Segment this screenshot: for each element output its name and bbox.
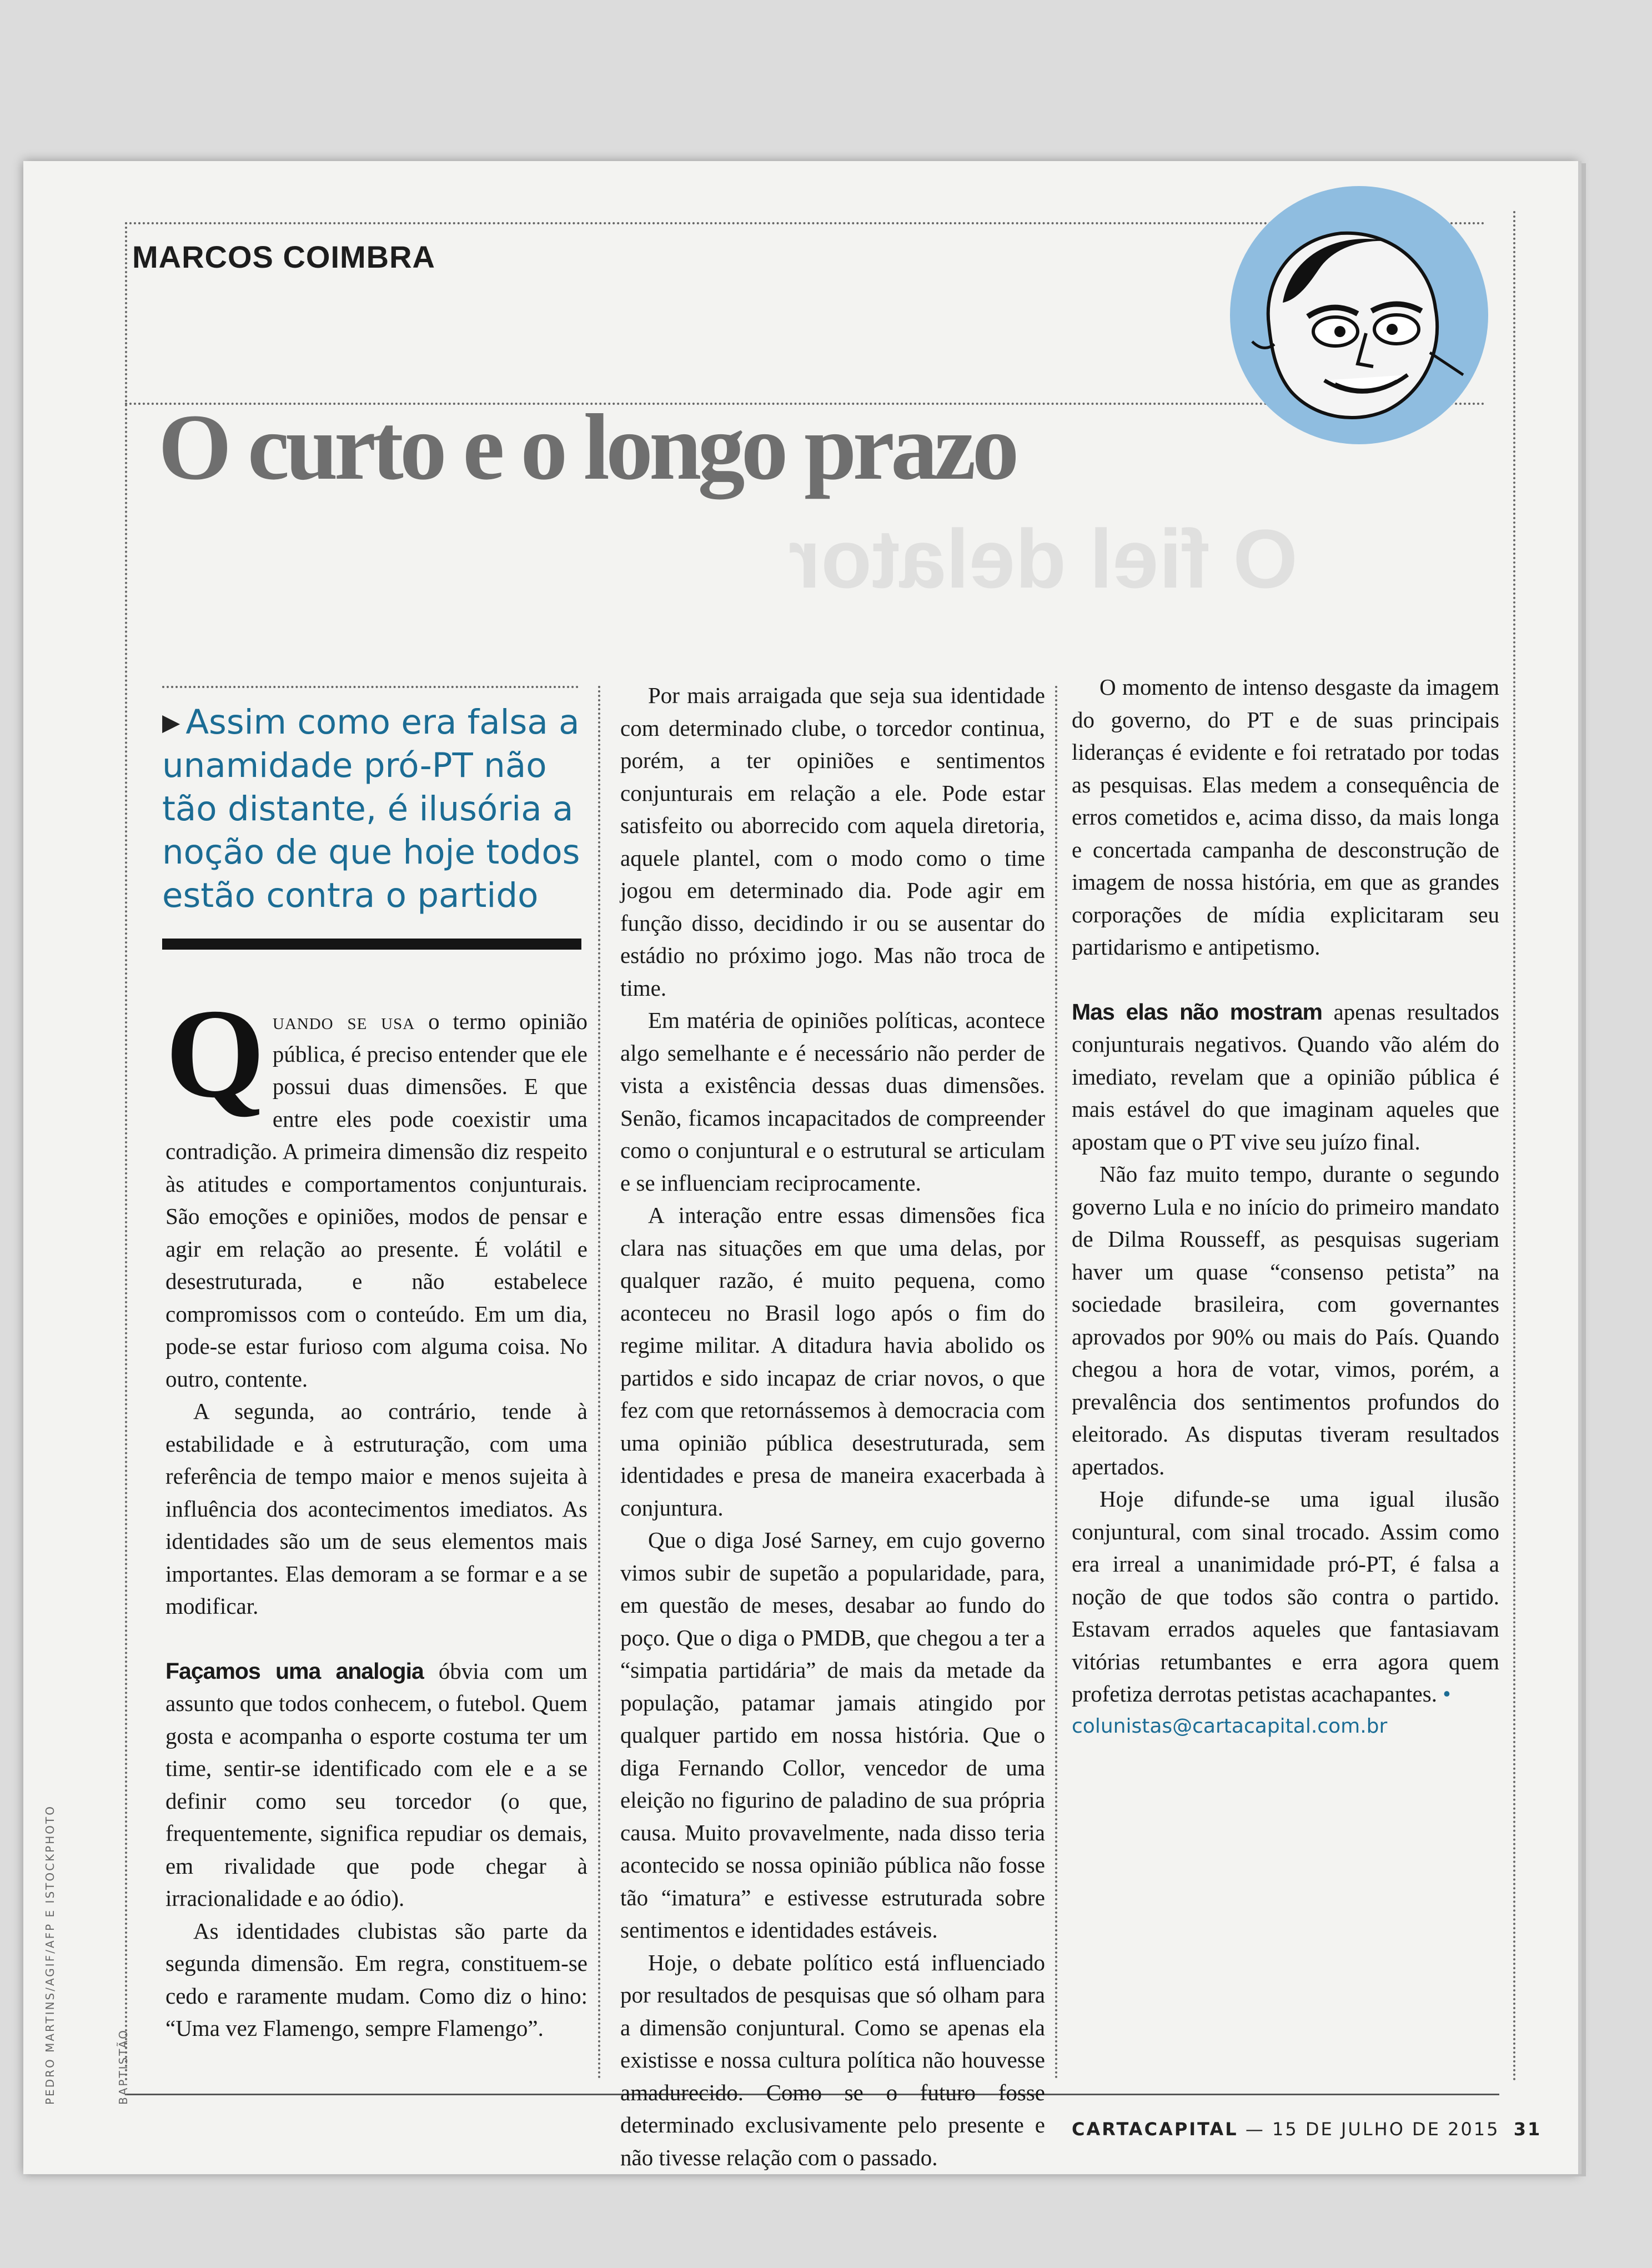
article-column-3: [1072, 671, 1499, 1743]
pullquote-marker-icon: ▶: [162, 709, 180, 736]
frame-right: [1513, 211, 1515, 2083]
page-title: O curto e o longo prazo: [158, 395, 1016, 499]
paragraph-4: As identidades clubistas são parte da segunda dimensão. Em regra, constituem-se cedo e raramente mudam. Como diz o hino: “Uma vez Flamengo, sempre Flamengo”.: [165, 1918, 588, 2041]
paragraph-11: [1072, 996, 1499, 1158]
pullquote: [162, 701, 584, 917]
paragraph-2: A segunda, ao contrário, tende à estabilidade e à estruturação, com uma referência de tempo maior e menos sujeita à influência dos acontecimentos imediatos. As identidades são um de seus elementos mais importantes. Elas demoram a se formar e a se modificar.: [165, 1398, 588, 1619]
pullquote-bar: [162, 939, 581, 950]
paragraph-13: [1072, 1483, 1499, 1710]
author-caricature: [1230, 186, 1488, 444]
columnist-email[interactable]: colunistas@cartacapital.com.br: [1072, 1714, 1388, 1738]
column-divider-2: [1055, 686, 1057, 2080]
page-number: 31: [1513, 2119, 1542, 2140]
paragraph-8: Que o diga José Sarney, em cujo governo vimos subir de supetão a popularidade, para, em questão de meses, desabar ao fundo do poço. Que o diga o PMDB, que chegou a ter a “simpatia partidária” de mais da metade da população, patamar jamais atingido por qualquer partido em nossa história. Que o diga Fernando Collor, vencedor de uma eleição no figurino de paladino de sua própria causa. Muito provavelmente, nada disso teria acontecido se nossa opinião pública não fosse tão “imatura” e estivesse estruturada sobre sentimentos e identidades estáveis.: [620, 1527, 1045, 1943]
end-mark: •: [1443, 1681, 1451, 1707]
dropcap: Q: [165, 982, 265, 1124]
paragraph-3-text: óbvia com um assunto que todos conhecem, o futebol. Quem gosta e acompanha o esporte costuma ter um time, sentir-se identificado com ele e a se definir como seu torcedor (o que, frequentemente, significa repudiar os demais, em rivalidade que pode chegar à irracionalidade e ao ódio).: [165, 1658, 588, 1911]
paragraph-12: Não faz muito tempo, durante o segundo governo Lula e no início do primeiro mandato de Dilma Rousseff, as pesquisas sugeriam haver um quase “consenso petista” na sociedade brasileira, com governantes aprovados por 90% ou mais do País. Quando chegou a hora de votar, vimos, porém, a prevalência dos sentimentos profundos do eleitorado. As disputas tiveram resultados apertados.: [1072, 1161, 1499, 1479]
paragraph-1-text: o termo opinião pública, é preciso entender que ele possui duas dimensões. E que entre eles pode coexistir uma contradição. A primeira dimensão diz respeito às atitudes e comportamentos conjunturais. São emoções e opiniões, modos de pensar e agir em relação ao presente. É volátil e desestruturada, e não estabelece compromissos com o conteúdo. Em um dia, pode-se estar furioso com alguma coisa. No outro, contente.: [165, 1008, 588, 1392]
pullquote-text: Assim como era falsa a unamidade pró-PT não tão distante, é ilusória a noção de que hoje todos estão contra o partido: [162, 703, 580, 915]
paragraph-6: Em matéria de opiniões políticas, acontece algo semelhante e é necessário não perder de vista a existência dessas duas dimensões. Senão, ficamos incapacitados de compreender como o conjuntural e o estrutural se articulam e se influenciam reciprocamente.: [620, 1007, 1045, 1196]
paragraph-1: [165, 982, 588, 1395]
paragraph-7: A interação entre essas dimensões fica clara nas situações em que uma delas, por qualquer razão, é muito pequena, como aconteceu no Brasil logo após o fim do regime militar. A ditadura havia abolido os partidos e sido incapaz de criar novos, o que fez com que retornássemos à democracia com uma opinião pública desestruturada, sem identidades e presa de maneira exacerbada à conjuntura.: [620, 1202, 1045, 1521]
photo-credit: PEDRO MARTINS/AGIF/AFP E ISTOCKPHOTO: [43, 1805, 57, 2105]
paragraph-3-lead-in: Façamos uma analogia: [165, 1658, 424, 1684]
article-column-1: [165, 982, 588, 2045]
page-footer: [1072, 2119, 1541, 2140]
illustration-credit: BAPTISTÃO: [117, 2028, 130, 2105]
frame-left: [125, 222, 127, 2083]
paragraph-9: Hoje, o debate político está influenciado por resultados de pesquisas que só olham para a dimensão conjuntural. Como se apenas ela existisse e nossa cultura política não houvesse amadurecido. Como se o futuro fosse determinado exclusivamente pelo presente e não tivesse relação com o passado.: [620, 1949, 1045, 2170]
issue-date: — 15 DE JULHO DE 2015: [1245, 2119, 1500, 2140]
author-name: MARCOS COIMBRA: [132, 239, 435, 274]
paragraph-13-text: Hoje difunde-se uma igual ilusão conjuntural, com sinal trocado. Assim como era irreal a unanimidade pró-PT, é falsa a noção de que todos são contra o partido. Estavam errados aqueles que fantasiavam vitórias retumbantes e erra agora quem profetiza derrotas petistas acachapantes.: [1072, 1486, 1499, 1707]
paragraph-10: O momento de intenso desgaste da imagem do governo, do PT e de suas principais lideranças é evidente e foi retratado por todas as pesquisas. Elas medem a consequência de erros cometidos e, acima disso, da mais longa e concertada campanha de desconstrução de imagem de nossa história, em que as grandes corporações de mídia explicitaram seu partidarismo e antipetismo.: [1072, 674, 1499, 960]
magazine-name: CARTACAPITAL: [1072, 2119, 1238, 2140]
paragraph-11-lead-in: Mas elas não mostram: [1072, 998, 1322, 1025]
section-rule: [162, 686, 579, 688]
paragraph-3: [165, 1655, 588, 1915]
paragraph-5: Por mais arraigada que seja sua identidade com determinado clube, o torcedor continua, porém, a ter opiniões e sentimentos conjunturais em relação a ele. Pode estar satisfeito ou aborrecido com aquela diretoria, aquele plantel, com o modo como o time jogou em determinado dia. Pode agir em função disso, decidindo ir ou se ausentar do estádio no próximo jogo. Mas não troca de time.: [620, 683, 1045, 1001]
column-divider-1: [598, 686, 600, 2080]
bleed-through-headline: O fiel delator: [789, 512, 1298, 605]
article-column-2: [620, 679, 1045, 2174]
paragraph-11-text: apenas resultados conjunturais negativos. Quando vão além do imediato, revelam que a opinião pública é mais estável do que imaginam aqueles que apostam que o PT vive seu juízo final.: [1072, 998, 1499, 1155]
opening-words: uando se usa: [272, 1008, 415, 1034]
caricature-drawing: [1230, 186, 1488, 444]
